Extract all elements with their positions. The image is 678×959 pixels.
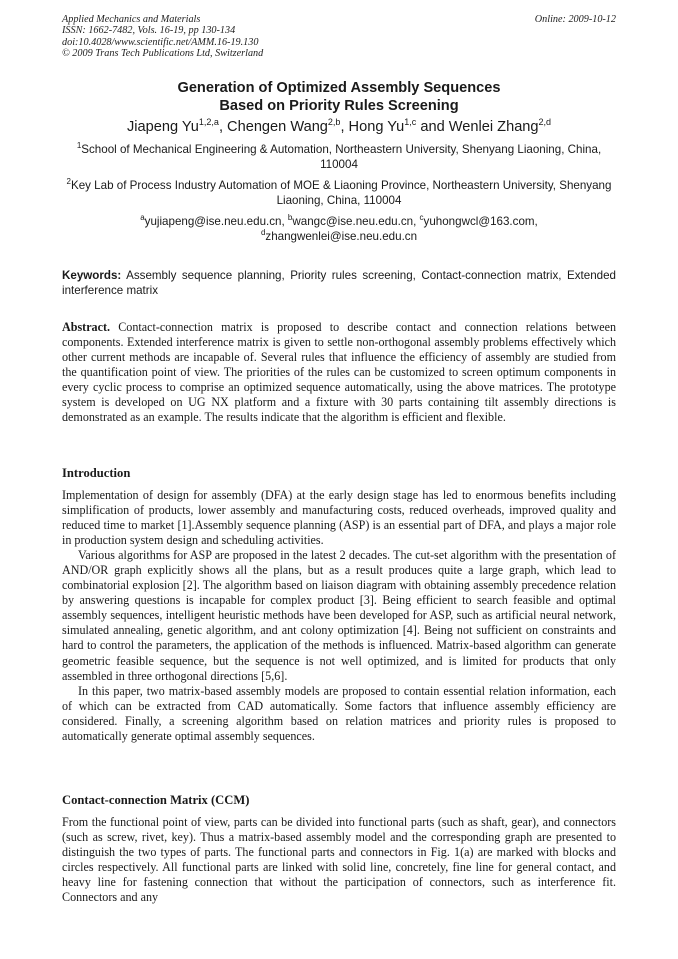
paper-title — [62, 80, 616, 115]
author-list — [62, 118, 616, 136]
title-line-2: Based on Priority Rules Screening — [219, 97, 459, 114]
affiliation-1 — [62, 143, 616, 172]
keywords-text: Assembly sequence planning, Priority rules screening, Contact-connection matrix, Extended interference matrix — [62, 269, 616, 297]
author-marks: 2,b — [327, 117, 341, 127]
introduction-heading: Introduction — [62, 466, 131, 480]
copyright-line: © 2009 Trans Tech Publications Ltd, Switzerland — [62, 47, 264, 59]
author-marks: 2,d — [538, 117, 552, 127]
ccm-paragraph-1: From the functional point of view, parts can be divided into functional parts (such as shaft, gear), and connectors (such as screw, rivet, key). Thus a matrix-based assembly model and the corresponding graph are presented to distinguish the two types of parts. The functional parts and connectors in Fig. 1(a) are marked with blocks and circles respectively. All functional parts are linked with solid line, concretely, fine line for general contact, and heavy line for fastening connection that without the participation of connectors, such as interference fit. Connectors and any — [62, 815, 616, 905]
author-separator: and — [416, 119, 449, 135]
author-name: Jiapeng Yu — [126, 119, 199, 135]
ccm-heading: Contact-connection Matrix (CCM) — [62, 793, 250, 807]
affiliation-mark: 2 — [66, 177, 71, 186]
email-mark: c — [419, 213, 424, 222]
author-marks: 1,2,a — [198, 117, 219, 127]
online-date: Online: 2009-10-12 — [534, 14, 616, 25]
email-list — [62, 215, 616, 244]
doi-line: doi:10.4028/www.scientific.net/AMM.16-19.130 — [62, 36, 259, 48]
email-mark: a — [140, 213, 145, 222]
abstract-label: Abstract. — [62, 320, 111, 334]
author-marks: 1,c — [404, 117, 417, 127]
affiliation-text: School of Mechanical Engineering & Automation, Northeastern University, Shenyang Liaoning, China, 110004 — [81, 143, 602, 171]
abstract-section — [62, 320, 616, 425]
intro-paragraph-2: Various algorithms for ASP are proposed in the latest 2 decades. The cut-set algorithm with the presentation of AND/OR graph explicitly shows all the plans, but as a result produces quite a large graph, which lead to combinatorial explosion [2]. The algorithm based on liaison diagram with obtaining assembly precedence relation by answering questions is incapable for complex product [3]. Being efficient to search feasible and optimal assembly sequences, intelligent heuristic methods have been developed for ASP, such as artificial neural network, simulated annealing, genetic algorithm, and ant colony optimization [4]. Being not sufficient on constraints and hard to control the parameters, the application of the methods is influenced. Matrix-based algorithm can generate geometric feasible sequence, but the sequence is not well optimized, and is limited for products that only assembled in three orthogonal directions [5,6]. — [62, 548, 616, 683]
author-name: Chengen Wang — [227, 119, 328, 135]
title-block — [62, 80, 616, 244]
author-name: Wenlei Zhang — [448, 119, 539, 135]
issn-line: ISSN: 1662-7482, Vols. 16-19, pp 130-134 — [62, 25, 236, 37]
ccm-section — [62, 815, 616, 905]
author-separator: , — [218, 119, 228, 135]
email-link[interactable]: zhangwenlei@ise.neu.edu.cn — [265, 229, 418, 243]
email-link[interactable]: wangc@ise.neu.edu.cn, — [292, 215, 420, 228]
introduction-section — [62, 488, 616, 744]
title-line-1: Generation of Optimized Assembly Sequences — [177, 80, 501, 96]
affiliation-mark: 1 — [76, 141, 82, 150]
affiliation-text: Key Lab of Process Industry Automation of MOE & Liaoning Province, Northeastern University, Shenyang Liaoning, China, 110004 — [70, 179, 612, 207]
abstract-paragraph — [62, 320, 616, 425]
intro-paragraph-1: Implementation of design for assembly (DFA) at the early design stage has led to enormous benefits including simplification of products, lower assembly and manufacturing costs, reduced overheads, improved quality and reduced time to market [1].Assembly sequence planning (ASP) is an essential part of DFA, and plays a major role in production system design and scheduling activities. — [62, 488, 616, 548]
author-name: Hong Yu — [348, 119, 405, 135]
author-separator: , — [340, 119, 349, 135]
journal-name: Applied Mechanics and Materials — [62, 14, 201, 25]
email-link[interactable]: yujiapeng@ise.neu.edu.cn, — [144, 215, 288, 228]
intro-paragraph-3: In this paper, two matrix-based assembly models are proposed to contain essential relation information, each of which can be extracted from CAD automatically. Some factors that influence assembly efficiency are considered. Finally, a screening algorithm based on relation matrices and priority rules is proposed to automatically generate optimal assembly sequences. — [62, 683, 616, 743]
keywords-label: Keywords: — [62, 269, 122, 282]
keywords-section — [62, 269, 616, 298]
email-mark: b — [287, 213, 293, 222]
abstract-text: Contact-connection matrix is proposed to describe contact and connection relations between components. Extended interference matrix is given to settle non-orthogonal assembly problems effectively which other current methods are incapable of. Several rules that influence the efficiency of assembly are studied from the quantification point of view. The priorities of the rules can be customized to screen optimum components in every cyclic process to comprise an optimized sequence automatically, using the above matrices. The prototype system is developed on UG NX platform and a fixture with 30 parts containing tilt assembly directions is demonstrated as an example. The results indicate that the algorithm is efficient and flexible. — [62, 320, 616, 425]
email-mark: d — [260, 227, 266, 237]
affiliation-2 — [62, 179, 616, 208]
journal-header — [62, 14, 263, 59]
email-link[interactable]: yuhongwcl@163.com, — [423, 215, 538, 228]
